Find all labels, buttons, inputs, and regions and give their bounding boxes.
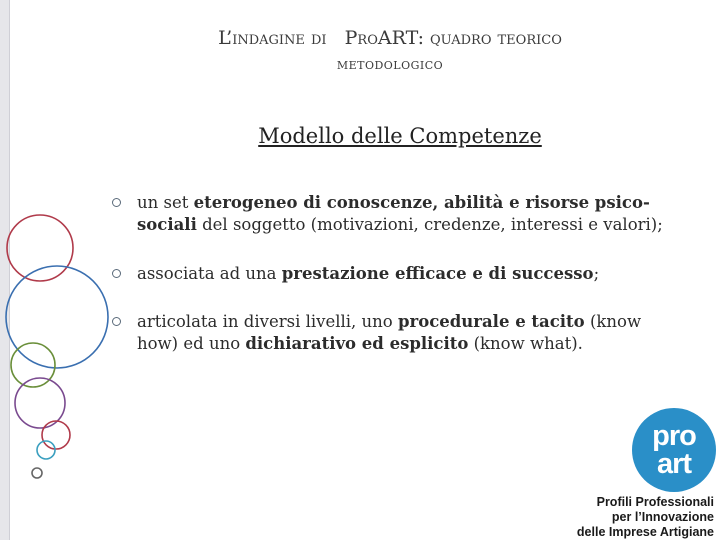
bullet-text: ; bbox=[593, 263, 600, 283]
bullet-text: associata ad una bbox=[137, 263, 282, 283]
decorative-circles bbox=[0, 200, 120, 490]
title-part-quadro: : quadro teorico bbox=[417, 27, 562, 49]
logo-art-text: art bbox=[656, 448, 692, 480]
bullet-marker bbox=[112, 317, 121, 326]
bullet-item bbox=[110, 263, 670, 285]
bullet-text: (know how) ed uno bbox=[137, 312, 642, 354]
decor-circle-grey-tiny bbox=[32, 468, 42, 478]
bullet-bold-text: procedurale e tacito bbox=[397, 312, 585, 332]
bullet-text: del soggetto (motivazioni, credenze, interessi e valori); bbox=[196, 214, 663, 234]
slide-title bbox=[150, 24, 630, 77]
decor-circle-red-small bbox=[42, 421, 70, 449]
logo-pro-text: pro bbox=[652, 420, 696, 452]
title-part-indagine: L’indagine di bbox=[218, 27, 327, 49]
title-line2: metodologico bbox=[336, 55, 444, 74]
bullet-list bbox=[110, 192, 670, 382]
bullet-item bbox=[110, 311, 670, 355]
proart-logo bbox=[576, 405, 720, 540]
bullet-marker bbox=[112, 269, 121, 278]
bullet-marker bbox=[112, 198, 121, 207]
bullet-bold-text: prestazione efficace e di successo bbox=[281, 263, 594, 283]
bullet-bold-text: dichiarativo ed esplicito bbox=[245, 334, 469, 354]
logo-caption-line3: delle Imprese Artigiane bbox=[576, 525, 714, 539]
bullet-text: articolata in diversi livelli, uno bbox=[137, 312, 398, 332]
logo-caption-line2: per l’Innovazione bbox=[611, 510, 714, 524]
decor-circle-red-large bbox=[7, 215, 73, 281]
decor-circle-green bbox=[11, 343, 55, 387]
logo-circle bbox=[632, 408, 716, 492]
bullet-text: (know what). bbox=[468, 334, 583, 354]
title-part-proart: ProART bbox=[344, 27, 418, 49]
logo-caption-line1: Profili Professionali bbox=[596, 495, 714, 509]
bullet-item bbox=[110, 192, 670, 236]
bullet-text: un set bbox=[137, 193, 194, 212]
logo-caption bbox=[540, 495, 714, 540]
decor-circle-blue-large bbox=[6, 266, 108, 368]
section-subtitle: Modello delle Competenze bbox=[258, 124, 542, 148]
bullet-bold-text: eterogeneo di conoscenze, abilità e risorse psico-sociali bbox=[137, 193, 650, 234]
